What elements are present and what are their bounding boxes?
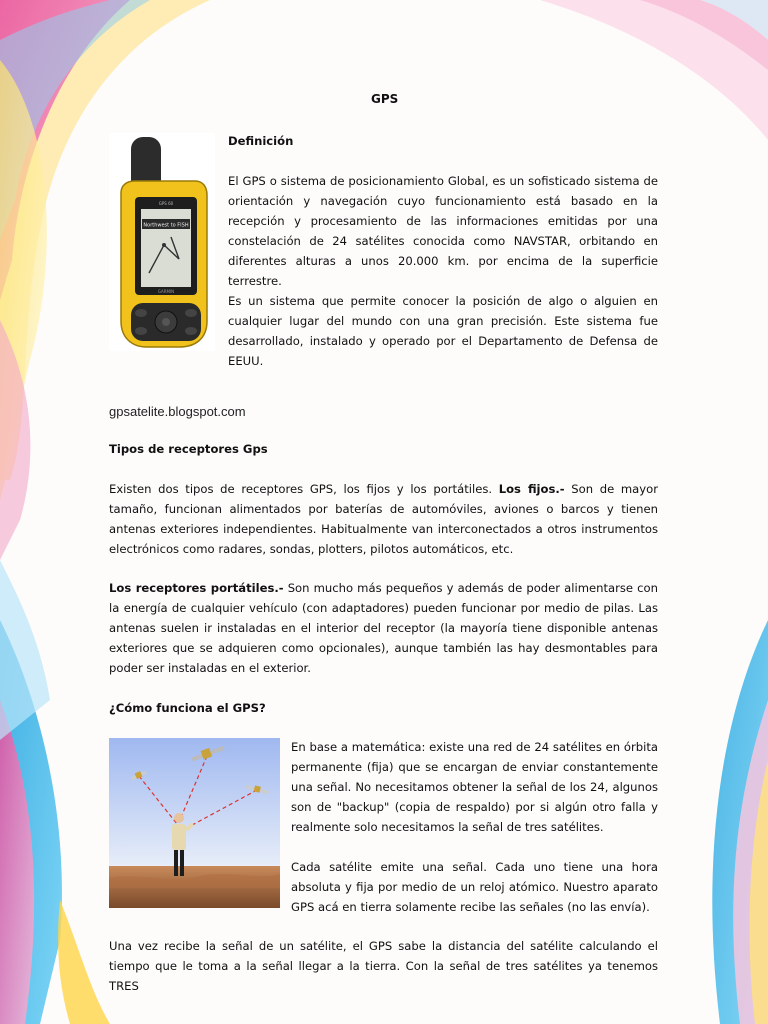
device-screen-text: Northwest to FISH xyxy=(143,222,189,229)
tipos-p1-intro: Existen dos tipos de receptores GPS, los fijos y los portátiles. xyxy=(109,482,499,496)
device-top-label: GPS 60 xyxy=(158,201,174,206)
como-heading: ¿Cómo funciona el GPS? xyxy=(109,701,266,715)
definicion-paragraph-1: El GPS o sistema de posicionamiento Global, es un sofisticado sistema de orientación y navegación cuyo funcionamiento está basado en la recepción y procesamiento de las informaciones emitidas por una constelación de 24 satélites conocida como NAVSTAR, orbitando en diferentes alturas a unos 20.000 km. por encima de la superficie terrestre. xyxy=(228,174,658,288)
definicion-heading: Definición xyxy=(228,134,294,148)
como-paragraph-2: Cada satélite emite una señal. Cada uno tiene una hora absoluta y fija por medio de un reloj atómico. Nuestro aparato GPS acá en tierra solamente recibe las señales (no las envía). xyxy=(291,860,658,914)
tipos-p2-body: Son mucho más pequeños y además de poder alimentarse con la energía de cualquier vehículo (con adaptadores) pueden funcionar por medio de pilas. Las antenas suelen ir instaladas en el interior del receptor (la mayoría tiene disponible antenas exteriores que se adquieren como opcionales), aunque también las hay desmontables para poder ser instaladas en el exterior. xyxy=(109,581,658,675)
satellites-illustration xyxy=(109,738,280,908)
como-paragraph-1: En base a matemática: existe una red de 24 satélites en órbita permanente (fija) que se encargan de enviar constantemente una señal. No necesitamos obtener la señal de los 24, algunos son de "backup" (copia de respaldo) por si algún otro falla y realmente solo necesitamos la señal de tres satélites. xyxy=(291,740,658,834)
tipos-heading: Tipos de receptores Gps xyxy=(109,442,268,456)
tipos-p1-fijos-label: Los fijos.- xyxy=(498,482,565,496)
definicion-paragraph-2: Es un sistema que permite conocer la posición de algo o alguien en cualquier lugar del mundo con una gran precisión. Este sistema fue desarrollado, instalado y operado por el Departamento de Defensa de EEUU. xyxy=(228,294,658,368)
tipos-paragraph-2 xyxy=(109,578,658,678)
como-paragraph-3: Una vez recibe la señal de un satélite, el GPS sabe la distancia del satélite calculando el tiempo que le toma a la señal llegar a la tierra. Con la señal de tres satélites ya tenemos TRES xyxy=(109,939,658,993)
tipos-p2-portatiles-label: Los receptores portátiles.- xyxy=(109,581,284,595)
gps-device-image xyxy=(109,133,215,351)
tipos-paragraph-1 xyxy=(109,479,658,559)
document-title: GPS xyxy=(371,92,399,106)
image-caption: gpsatelite.blogspot.com xyxy=(109,404,246,419)
device-brand: GARMIN xyxy=(157,289,175,294)
tipos-p1-body: Son de mayor tamaño, funcionan alimentados por baterías de automóviles, aviones o barcos y tienen antenas exteriores independientes. Habitualmente van interconectados a otros instrumentos electrónicos como radares, sondas, plotters, pilotos automáticos, etc. xyxy=(109,482,658,556)
